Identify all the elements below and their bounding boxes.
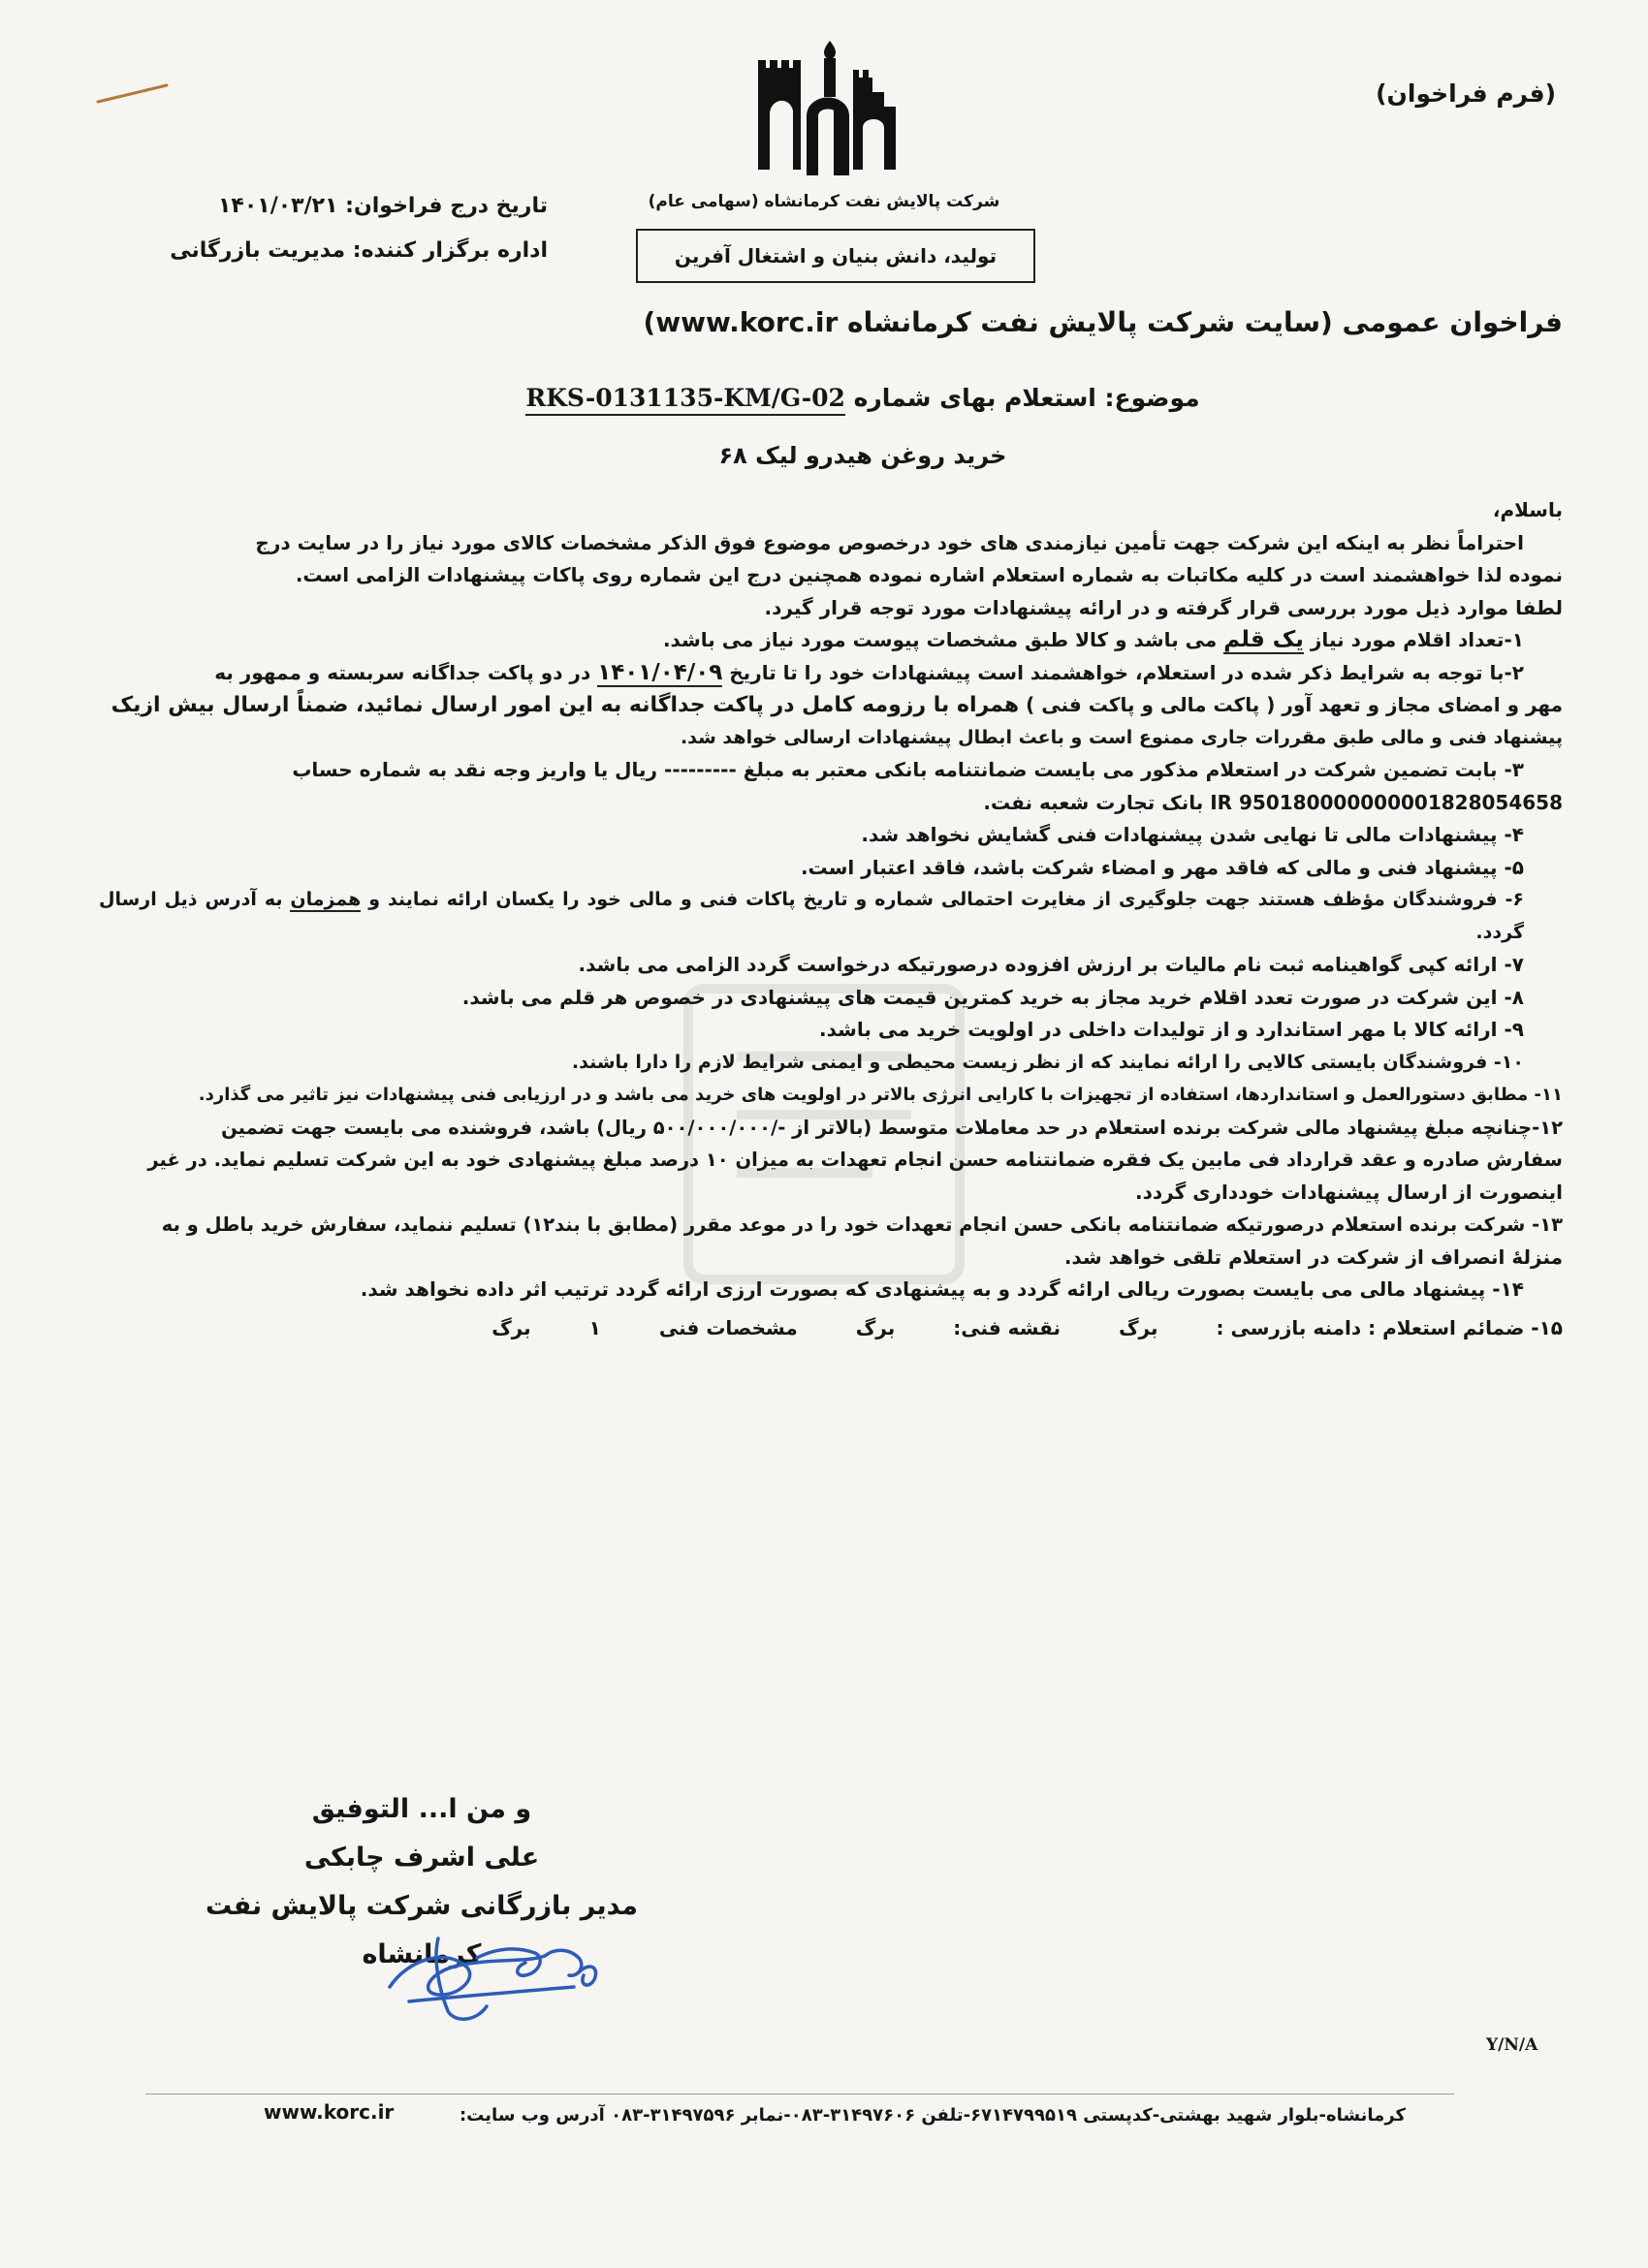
bank-name: بانک تجارت شعبه نفت. bbox=[983, 790, 1204, 814]
clause-8: ۸- این شرکت در صورت تعدد اقلام خرید مجاز به خرید کمترین قیمت های پیشنهادی در خصوص هر قلم می باشد. bbox=[461, 985, 1524, 1009]
clause-3-line-2 bbox=[99, 787, 1563, 820]
subject-line bbox=[523, 384, 1202, 412]
clause-2-text: ۲-با توجه به شرایط ذکر شده در استعلام، خواهشمند است پیشنهادات خود را تا تاریخ bbox=[729, 660, 1524, 684]
clause-7: ۷- ارائه کپی گواهینامه ثبت نام مالیات بر ارزش افزوده درصورتیکه درخواست گردد الزامی می باشد. bbox=[578, 953, 1524, 976]
product-title: خرید روغن هیدرو لیک ۶۸ bbox=[718, 442, 1007, 469]
clause-12-line-2: سفارش صادره و عقد قرارداد فی مابین یک فقره ضمانتنامه حسن انجام تعهدات به میزان ۱۰ درصد مبلغ پیشنهادی خود به این شرکت تسلیم نماید. در غیر bbox=[147, 1149, 1563, 1171]
inquiry-code: RKS-0131135-KM/G-02 bbox=[525, 384, 845, 416]
signatory-name: علی اشرف چابکی bbox=[303, 1843, 540, 1873]
company-name: شرکت پالایش نفت کرمانشاه (سهامی عام) bbox=[648, 192, 1000, 211]
letter-body bbox=[99, 494, 1563, 1344]
clause-9: ۹- ارائه کالا با مهر استاندارد و از تولیدات داخلی در اولویت خرید می باشد. bbox=[819, 1018, 1524, 1041]
clause-2 bbox=[99, 657, 1563, 690]
clause-6-text-end: به آدرس ذیل ارسال گردد. bbox=[99, 889, 1524, 943]
announcement-date: تاریخ درج فراخوان: ۱۴۰۱/۰۳/۲۱ bbox=[218, 194, 548, 218]
subject-prefix: موضوع: استعلام بهای شماره bbox=[853, 384, 1200, 412]
clause-3-text-end: ریال یا واریز وجه نقد به شماره حساب bbox=[292, 758, 658, 781]
organizing-office: اداره برگزار کننده: مدیریت بازرگانی bbox=[170, 238, 548, 263]
clause-6-simultaneous: همزمان bbox=[290, 889, 362, 910]
clause-2-resume: همراه با رزومه کامل در پاکت جداگانه به این امور ارسال نمائید، ضمناً ارسال بیش ازیک bbox=[111, 693, 1020, 717]
technical-spec-label: مشخصات فنی bbox=[658, 1315, 798, 1339]
footer-website-link[interactable]: www.korc.ir bbox=[264, 2100, 395, 2124]
spec-sheet-unit: برگ bbox=[491, 1315, 531, 1339]
clause-14: ۱۴- پیشنهاد مالی می بایست بصورت ریالی ارائه گردد و به پیشنهادی که بصورت ارزی ارائه گردد ترتیب اثر داده نخواهد شد. bbox=[360, 1277, 1524, 1301]
clause-6-text: ۶- فروشندگان مؤظف هستند جهت جلوگیری از مغایرت احتمالی شماره و تاریخ پاکات فنی و مالی خود را یکسان ارائه نمایند و bbox=[368, 889, 1524, 910]
slogan-box: تولید، دانش بنیان و اشتغال آفرین bbox=[636, 229, 1035, 283]
signature-icon bbox=[380, 1919, 622, 2031]
attachments-line bbox=[99, 1312, 1563, 1345]
clause-3-amount: --------- bbox=[664, 758, 737, 781]
clause-13-line-2: منزلهٔ انصراف از شرکت در استعلام تلقی خواهد شد. bbox=[1063, 1244, 1563, 1269]
company-logo-icon bbox=[746, 39, 911, 179]
drawing-sheet-unit: برگ bbox=[855, 1315, 896, 1339]
clause-2-envelopes: مهر و امضای مجاز و تعهد آور ( پاکت مالی و پاکت فنی ) bbox=[1026, 693, 1563, 716]
clause-10: ۱۰- فروشندگان بایستی کالایی را ارائه نمایند که از نظر زیست محیطی و ایمنی شرایط لازم را دارا باشند. bbox=[571, 1051, 1524, 1073]
clause-6 bbox=[99, 884, 1563, 949]
clause-12-line-3: اینصورت از ارسال پیشنهادات خودداری گردد. bbox=[1135, 1180, 1563, 1204]
announcement-meta bbox=[160, 184, 548, 273]
intro-line-3: لطفا موارد ذیل مورد بررسی قرار گرفته و در ارائه پیشنهادات مورد توجه قرار گیرد. bbox=[764, 595, 1563, 619]
intro-line-2: نموده لذا خواهشمند است در کلیه مکاتبات به شماره استعلام اشاره نموده همچنین درج این شماره روی پاکات پیشنهادات الزامی است. bbox=[295, 563, 1563, 586]
greeting: باسلام، bbox=[1492, 498, 1563, 521]
clause-3 bbox=[99, 754, 1563, 787]
intro-line-1: احتراماً نظر به اینکه این شرکت جهت تأمین نیازمندی های خود درخصوص موضوع فوق الذکر مشخصات کالای مورد نیاز را در سایت درج bbox=[255, 530, 1524, 554]
attachments-label: ۱۵- ضمائم استعلام : دامنه بازرسی : bbox=[1216, 1315, 1563, 1339]
signatory-title: مدیر بازرگانی شرکت پالایش نفت کرمانشاه bbox=[206, 1891, 638, 1969]
clause-1-text: ۱-تعداد اقلام مورد نیاز bbox=[1310, 628, 1524, 651]
clause-4: ۴- پیشنهادات مالی تا نهایی شدن پیشنهادات فنی گشایش نخواهد شد. bbox=[861, 823, 1524, 846]
clause-2-text-end: در دو پاکت جداگانه سربسته و ممهور به bbox=[214, 660, 591, 684]
clause-2-line-2 bbox=[99, 689, 1563, 722]
pin-mark-icon bbox=[95, 81, 173, 105]
clause-2-line-3: پیشنهاد فنی و مالی طبق مقررات جاری ممنوع است و باعث ابطال پیشنهادات ارسالی خواهد شد. bbox=[680, 726, 1563, 748]
announcement-heading: فراخوان عمومی (سایت شرکت پالایش نفت کرمانشاه www.korc.ir) bbox=[643, 306, 1563, 338]
clause-2-deadline: ۱۴۰۱/۰۴/۰۹ bbox=[597, 659, 723, 685]
reference-initials: Y/N/A bbox=[1486, 2035, 1538, 2055]
bank-account-number: IR 950180000000001828054658 bbox=[1210, 790, 1563, 814]
clause-12: ۱۲-چنانچه مبلغ پیشنهاد مالی شرکت برنده استعلام در حد معاملات متوسط (بالاتر از -/۵۰۰/۰۰۰/۰۰۰ ریال) باشد، فروشنده می بایست جهت تضمین bbox=[221, 1116, 1563, 1139]
clause-1 bbox=[99, 624, 1563, 657]
footer-divider bbox=[145, 2094, 1454, 2095]
technical-spec-count: ۱ bbox=[588, 1315, 601, 1339]
clause-1-quantity: یک قلم bbox=[1223, 627, 1304, 652]
form-label: (فرم فراخوان) bbox=[1376, 79, 1556, 108]
clause-13: ۱۳- شرکت برنده استعلام درصورتیکه ضمانتنامه بانکی حسن انجام تعهدات خود را در موعد مقرر (مطابق با بند۱۲) تسلیم ننماید، سفارش خرید باطل و به bbox=[161, 1213, 1563, 1236]
clause-5: ۵- پیشنهاد فنی و مالی که فاقد مهر و امضاء شرکت باشد، فاقد اعتبار است. bbox=[800, 855, 1524, 879]
clause-11: ۱۱- مطابق دستورالعمل و استانداردها، استفاده از تجهیزات با کارایی انرژی بالاتر در اولویت های خرید می باشد و در ارزیابی فنی پیشنهادات نیز تاثیر می گذارد. bbox=[198, 1085, 1563, 1105]
inspection-sheet-unit: برگ bbox=[1119, 1315, 1158, 1339]
technical-drawing-label: نقشه فنی: bbox=[953, 1315, 1062, 1339]
footer-address: کرمانشاه-بلوار شهید بهشتی-کدپستی ۶۷۱۴۷۹۹۵۱۹-تلفن ۳۱۴۹۷۶۰۶-۰۸۳-نمابر ۳۱۴۹۷۵۹۶-۰۸۳ آدرس وب سایت: bbox=[459, 2105, 1406, 2126]
clause-1-text-end: می باشد و کالا طبق مشخصات پیوست مورد نیاز می باشد. bbox=[662, 628, 1218, 651]
clause-3-text: ۳- بابت تضمین شرکت در استعلام مذکور می بایست ضمانتنامه بانکی معتبر به مبلغ bbox=[743, 758, 1524, 781]
closing-salutation: و من ا... التوفیق bbox=[311, 1794, 532, 1824]
